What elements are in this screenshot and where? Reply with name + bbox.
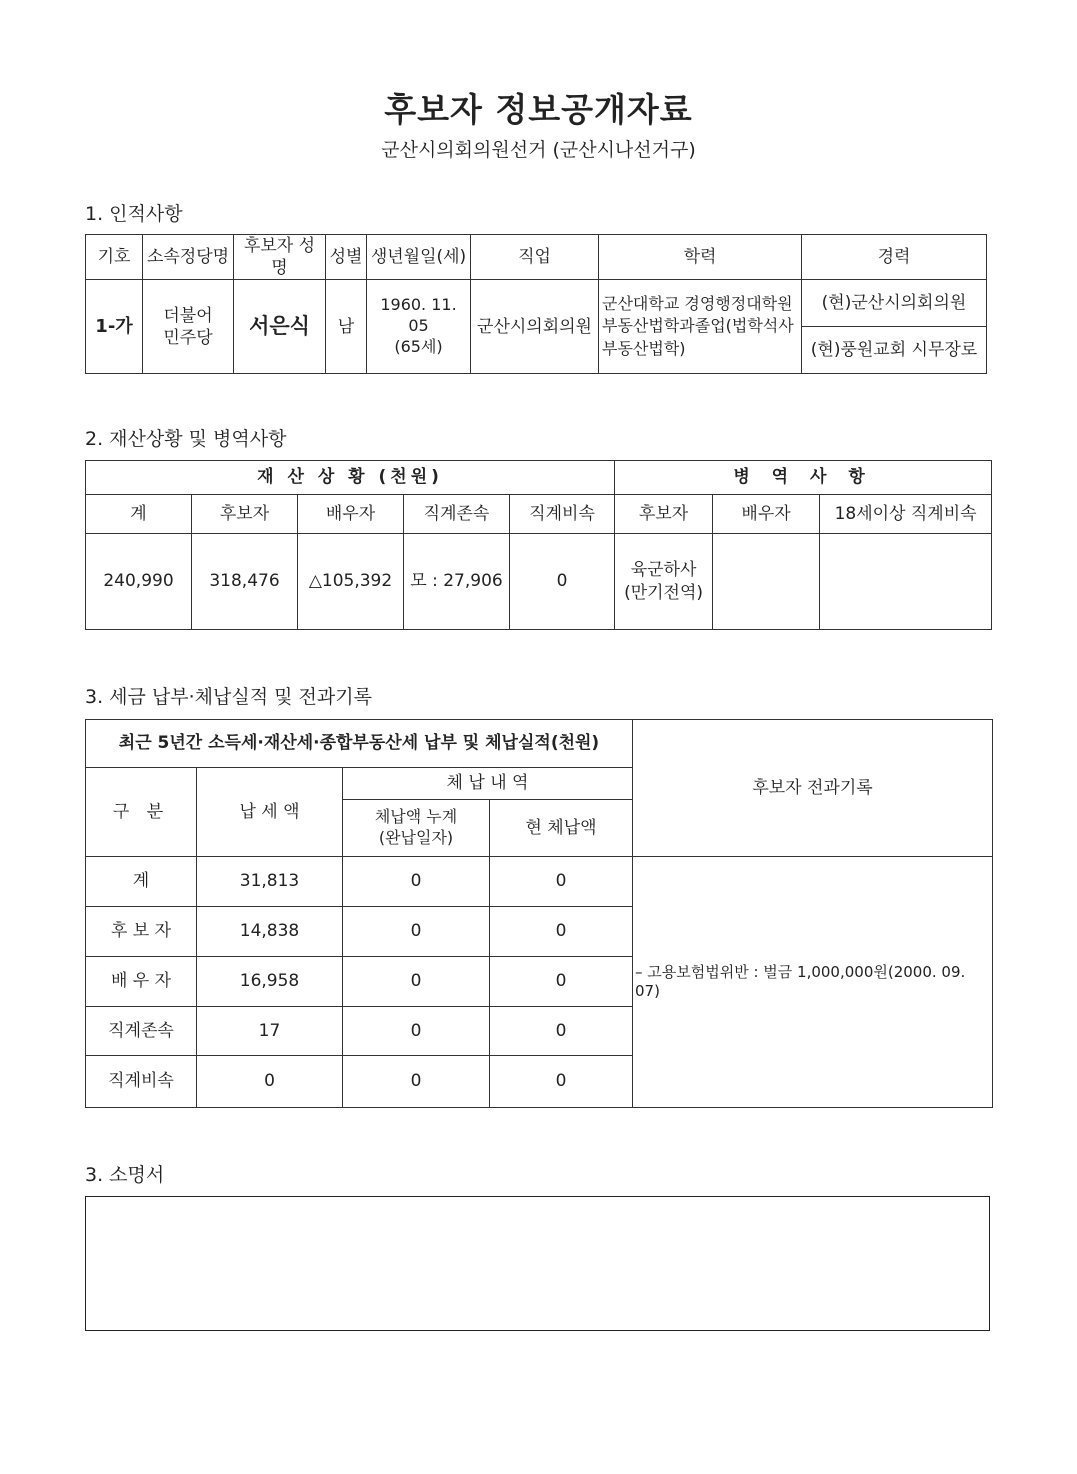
- education-line3: 부동산법학): [602, 338, 686, 358]
- section4-heading: 3. 소명서: [85, 1164, 165, 1186]
- tax-row-paid: 16,958: [197, 957, 343, 1007]
- statement-box: [85, 1196, 990, 1331]
- tax-row-paid: 17: [197, 1007, 343, 1056]
- section3-heading: 3. 세금 납부·체납실적 및 전과기록: [85, 686, 372, 708]
- header-total: 계: [86, 495, 192, 534]
- header-number: 기호: [86, 235, 143, 280]
- tax-row-arrears-total: 0: [343, 907, 490, 957]
- property-title: 재 산 상 황 (천원): [86, 461, 615, 495]
- education-line2: 부동산법학과졸업(법학석사: [602, 316, 794, 336]
- military-title: 병 역 사 항: [615, 461, 992, 495]
- property-spouse: △105,392: [298, 534, 404, 630]
- education-line1: 군산대학교 경영행정대학원: [602, 294, 793, 314]
- tax-row-arrears-total: 0: [343, 1056, 490, 1108]
- career-item-2: (현)풍원교회 시무장로: [802, 327, 987, 374]
- military-candidate: [615, 534, 713, 630]
- header-birth: 생년월일(세): [367, 235, 471, 280]
- header-name: 후보자 성명: [234, 235, 326, 280]
- tax-row-current: 0: [490, 1056, 633, 1108]
- header-job: 직업: [471, 235, 599, 280]
- tax-row-label: 계: [86, 857, 197, 907]
- birth-age: (65세): [394, 337, 443, 357]
- candidate-job: 군산시의회의원: [471, 280, 599, 374]
- party-line1: 더불어: [163, 305, 213, 326]
- header-party: 소속정당명: [143, 235, 234, 280]
- property-total: 240,990: [86, 534, 192, 630]
- tax-criminal-table: [85, 719, 993, 1108]
- candidate-number: 1-가: [86, 280, 143, 374]
- personal-info-table: [85, 234, 987, 374]
- header-mil-descendant: 18세이상 직계비속: [820, 495, 992, 534]
- tax-row-label: 배 우 자: [86, 957, 197, 1007]
- military-descendant: [820, 534, 992, 630]
- tax-row-current: 0: [490, 907, 633, 957]
- tax-row-paid: 31,813: [197, 857, 343, 907]
- section1-heading: 1. 인적사항: [85, 203, 183, 225]
- section2-heading: 2. 재산상황 및 병역사항: [85, 428, 287, 450]
- criminal-title: 후보자 전과기록: [633, 720, 993, 857]
- property-military-table: [85, 460, 992, 630]
- property-ascendant: 모 : 27,906: [404, 534, 510, 630]
- tax-row-paid: 0: [197, 1056, 343, 1108]
- tax-row-label: 직계비속: [86, 1056, 197, 1108]
- military-spouse: [713, 534, 820, 630]
- tax-row-arrears-total: 0: [343, 957, 490, 1007]
- tax-row-arrears-total: 0: [343, 1007, 490, 1056]
- header-arrears: 체 납 내 역: [343, 768, 633, 800]
- page-subtitle: 군산시의회의원선거 (군산시나선거구): [381, 139, 696, 161]
- header-career: 경력: [802, 235, 987, 280]
- career-item-1: (현)군산시의회의원: [802, 280, 987, 327]
- page-title: 후보자 정보공개자료: [384, 90, 693, 129]
- header-current-arrears: 현 체납액: [490, 800, 633, 857]
- military-rank: 육군하사: [630, 560, 697, 581]
- property-candidate: 318,476: [192, 534, 298, 630]
- tax-row-current: 0: [490, 1007, 633, 1056]
- birth-date: 1960. 11. 05: [380, 295, 457, 336]
- tax-row-current: 0: [490, 857, 633, 907]
- military-discharge: (만기전역): [624, 582, 704, 603]
- header-ascendant: 직계존속: [404, 495, 510, 534]
- tax-row-arrears-total: 0: [343, 857, 490, 907]
- tax-title: 최근 5년간 소득세·재산세·종합부동산세 납부 및 체납실적(천원): [86, 720, 633, 768]
- candidate-gender: 남: [326, 280, 367, 374]
- tax-row-paid: 14,838: [197, 907, 343, 957]
- header-descendant: 직계비속: [510, 495, 615, 534]
- criminal-record: – 고용보험법위반 : 벌금 1,000,000원(2000. 09. 07): [633, 857, 993, 1108]
- tax-row-label: 후 보 자: [86, 907, 197, 957]
- candidate-party: [143, 280, 234, 374]
- header-candidate: 후보자: [192, 495, 298, 534]
- header-education: 학력: [599, 235, 802, 280]
- header-gender: 성별: [326, 235, 367, 280]
- header-category: 구 분: [86, 768, 197, 857]
- property-descendant: 0: [510, 534, 615, 630]
- candidate-education: [599, 280, 802, 374]
- candidate-name: 서은식: [234, 280, 326, 374]
- header-mil-spouse: 배우자: [713, 495, 820, 534]
- arrears-total-line1: 체납액 누계: [374, 807, 458, 827]
- candidate-birth: [367, 280, 471, 374]
- arrears-total-line2: (완납일자): [378, 828, 454, 847]
- header-spouse: 배우자: [298, 495, 404, 534]
- header-mil-candidate: 후보자: [615, 495, 713, 534]
- tax-row-label: 직계존속: [86, 1007, 197, 1056]
- party-line2: 민주당: [163, 327, 213, 348]
- tax-row-current: 0: [490, 957, 633, 1007]
- header-paid: 납 세 액: [197, 768, 343, 857]
- header-arrears-total: [343, 800, 490, 857]
